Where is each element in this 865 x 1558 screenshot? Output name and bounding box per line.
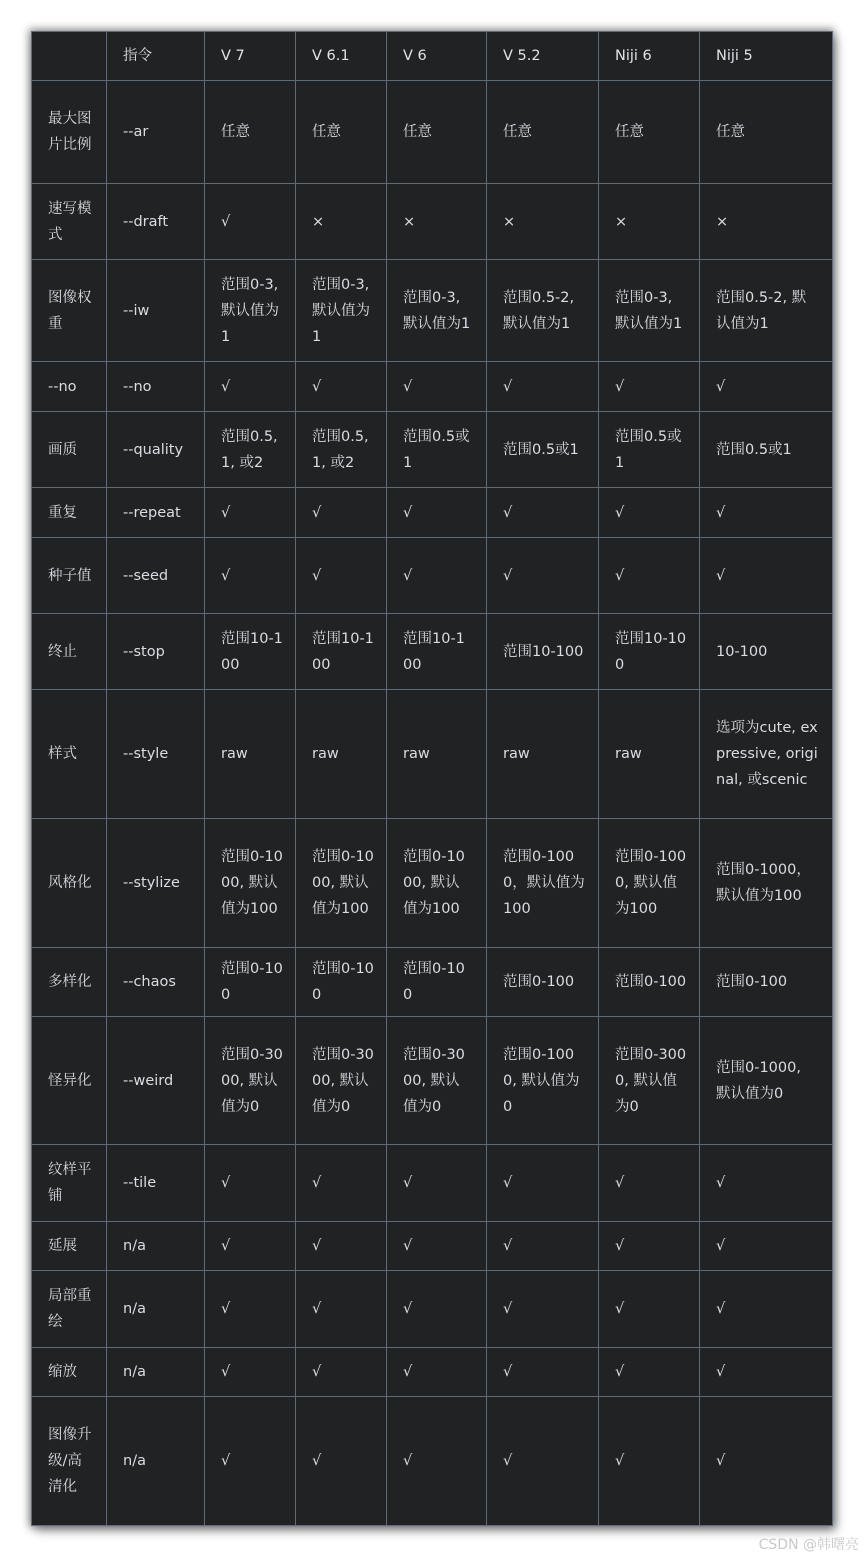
table-cell: 范围0-1000, 默认值为100	[387, 819, 487, 948]
column-header: V 7	[205, 32, 296, 81]
command-cell: --weird	[107, 1017, 205, 1145]
column-header: V 6	[387, 32, 487, 81]
table-cell: 范围0.5-2, 默认值为1	[700, 260, 833, 362]
table-row	[32, 81, 833, 184]
column-header: 指令	[107, 32, 205, 81]
table-cell: 范围0-3, 默认值为1	[296, 260, 387, 362]
table-cell: 范围0-1000, 默认值为0	[487, 1017, 599, 1145]
table-cell: 范围0-3000, 默认值为0	[387, 1017, 487, 1145]
table-row	[32, 488, 833, 538]
table-cell: √	[487, 1145, 599, 1222]
table-cell: ×	[387, 184, 487, 260]
command-cell: n/a	[107, 1222, 205, 1271]
table-cell: 范围0-1000, 默认值为100	[296, 819, 387, 948]
table-cell: 任意	[296, 81, 387, 184]
row-label-cell: 风格化	[32, 819, 107, 948]
table-cell: 范围0-100	[296, 948, 387, 1017]
column-header: V 5.2	[487, 32, 599, 81]
command-cell: --chaos	[107, 948, 205, 1017]
row-label-cell: 终止	[32, 614, 107, 690]
table-cell: 范围10-100	[599, 614, 700, 690]
table-cell: ×	[487, 184, 599, 260]
column-header: V 6.1	[296, 32, 387, 81]
table-cell: √	[599, 1397, 700, 1526]
table-cell: √	[205, 1397, 296, 1526]
command-cell: --style	[107, 690, 205, 819]
table-cell: 范围0-3000, 默认值为0	[205, 1017, 296, 1145]
column-header: Niji 5	[700, 32, 833, 81]
table-cell: √	[296, 1145, 387, 1222]
command-cell: --repeat	[107, 488, 205, 538]
row-label-cell: 速写模式	[32, 184, 107, 260]
table-cell: √	[599, 538, 700, 614]
row-label-cell: 种子值	[32, 538, 107, 614]
row-label-cell: --no	[32, 362, 107, 412]
table-row	[32, 1145, 833, 1222]
table-cell: 范围0-3000, 默认值为0	[599, 1017, 700, 1145]
table-cell: √	[700, 1397, 833, 1526]
table-cell: √	[487, 1397, 599, 1526]
table-row	[32, 1348, 833, 1397]
row-label-cell: 图像权重	[32, 260, 107, 362]
table-cell: √	[205, 184, 296, 260]
command-cell: --tile	[107, 1145, 205, 1222]
table-cell: 范围0.5或1	[487, 412, 599, 488]
table-cell: 范围0.5-2, 默认值为1	[487, 260, 599, 362]
table-cell: √	[205, 1145, 296, 1222]
command-cell: n/a	[107, 1271, 205, 1348]
table-row	[32, 1222, 833, 1271]
table-container	[31, 31, 832, 1525]
table-cell: 任意	[700, 81, 833, 184]
table-cell: 范围0-3, 默认值为1	[387, 260, 487, 362]
table-cell: √	[205, 1271, 296, 1348]
row-label-cell: 图像升级/高清化	[32, 1397, 107, 1526]
table-cell: 范围0.5, 1, 或2	[205, 412, 296, 488]
row-label-cell: 延展	[32, 1222, 107, 1271]
table-cell: 范围0-3, 默认值为1	[599, 260, 700, 362]
command-cell: --no	[107, 362, 205, 412]
table-cell: 范围0-1000，默认值为100	[487, 819, 599, 948]
table-cell: 10-100	[700, 614, 833, 690]
table-cell: ×	[296, 184, 387, 260]
row-label-cell: 最大图片比例	[32, 81, 107, 184]
table-cell: 范围0-3000, 默认值为0	[296, 1017, 387, 1145]
table-cell: √	[387, 1348, 487, 1397]
table-row	[32, 260, 833, 362]
table-cell: 范围0-1000，默认值为100	[700, 819, 833, 948]
watermark: CSDN @韩曙亮	[758, 1537, 859, 1553]
table-cell: √	[599, 488, 700, 538]
table-cell: √	[387, 1145, 487, 1222]
row-label-cell: 多样化	[32, 948, 107, 1017]
table-cell: √	[700, 1348, 833, 1397]
table-cell: √	[599, 362, 700, 412]
table-row	[32, 690, 833, 819]
table-cell: √	[487, 1348, 599, 1397]
row-label-cell: 纹样平铺	[32, 1145, 107, 1222]
table-cell: √	[700, 1222, 833, 1271]
row-label-cell: 画质	[32, 412, 107, 488]
table-cell: 范围10-100	[387, 614, 487, 690]
command-cell: n/a	[107, 1348, 205, 1397]
table-cell: 任意	[387, 81, 487, 184]
table-cell: √	[599, 1145, 700, 1222]
table-cell: raw	[487, 690, 599, 819]
row-label-cell: 样式	[32, 690, 107, 819]
table-cell: √	[487, 362, 599, 412]
table-cell: √	[700, 1145, 833, 1222]
table-cell: √	[296, 1397, 387, 1526]
table-cell: √	[296, 1271, 387, 1348]
table-cell: 选项为cute, expressive, original, 或scenic	[700, 690, 833, 819]
table-cell: √	[487, 488, 599, 538]
table-cell: 范围0-1000, 默认值为0	[700, 1017, 833, 1145]
table-cell: 范围0.5或1	[599, 412, 700, 488]
table-cell: 范围10-100	[205, 614, 296, 690]
table-cell: √	[387, 362, 487, 412]
table-cell: √	[205, 362, 296, 412]
table-cell: 范围0-1000, 默认值为100	[205, 819, 296, 948]
table-cell: √	[296, 1348, 387, 1397]
table-cell: √	[387, 1271, 487, 1348]
table-cell: 范围0-100	[599, 948, 700, 1017]
row-label-cell: 怪异化	[32, 1017, 107, 1145]
table-cell: √	[205, 488, 296, 538]
table-cell: raw	[296, 690, 387, 819]
table-row	[32, 1397, 833, 1526]
table-cell: 范围10-100	[487, 614, 599, 690]
command-cell: --ar	[107, 81, 205, 184]
table-row	[32, 819, 833, 948]
command-cell: --iw	[107, 260, 205, 362]
table-cell: √	[599, 1222, 700, 1271]
table-cell: √	[487, 538, 599, 614]
table-cell: ×	[599, 184, 700, 260]
table-cell: 范围0.5, 1, 或2	[296, 412, 387, 488]
table-cell: 范围0-100	[387, 948, 487, 1017]
command-cell: --quality	[107, 412, 205, 488]
table-cell: √	[296, 538, 387, 614]
table-row	[32, 1017, 833, 1145]
command-cell: --seed	[107, 538, 205, 614]
table-header-row	[32, 32, 833, 81]
table-cell: 范围0.5或1	[387, 412, 487, 488]
table-row	[32, 948, 833, 1017]
table-cell: raw	[599, 690, 700, 819]
table-cell: √	[205, 538, 296, 614]
row-label-cell: 缩放	[32, 1348, 107, 1397]
table-cell: √	[387, 1397, 487, 1526]
table-cell: 任意	[205, 81, 296, 184]
table-cell: √	[387, 488, 487, 538]
table-row	[32, 184, 833, 260]
row-label-cell: 局部重绘	[32, 1271, 107, 1348]
table-cell: ×	[700, 184, 833, 260]
table-cell: √	[599, 1348, 700, 1397]
table-cell: √	[296, 362, 387, 412]
table-cell: √	[700, 538, 833, 614]
table-cell: 范围0-100	[487, 948, 599, 1017]
table-cell: 范围0-100	[700, 948, 833, 1017]
command-cell: --stop	[107, 614, 205, 690]
table-cell: √	[387, 538, 487, 614]
table-cell: 任意	[487, 81, 599, 184]
table-cell: √	[387, 1222, 487, 1271]
table-row	[32, 614, 833, 690]
table-cell: 范围10-100	[296, 614, 387, 690]
table-cell: √	[296, 1222, 387, 1271]
table-cell: √	[205, 1348, 296, 1397]
table-cell: 范围0-100	[205, 948, 296, 1017]
table-cell: 任意	[599, 81, 700, 184]
table-cell: √	[700, 488, 833, 538]
table-row	[32, 412, 833, 488]
command-cell: --stylize	[107, 819, 205, 948]
column-header	[32, 32, 107, 81]
table-cell: √	[700, 1271, 833, 1348]
table-row	[32, 538, 833, 614]
column-header: Niji 6	[599, 32, 700, 81]
table-cell: 范围0-3, 默认值为1	[205, 260, 296, 362]
table-cell: 范围0-1000, 默认值为100	[599, 819, 700, 948]
table-cell: √	[487, 1271, 599, 1348]
row-label-cell: 重复	[32, 488, 107, 538]
command-cell: n/a	[107, 1397, 205, 1526]
table-cell: raw	[205, 690, 296, 819]
table-cell: √	[599, 1271, 700, 1348]
table-cell: √	[205, 1222, 296, 1271]
table-cell: √	[700, 362, 833, 412]
table-row	[32, 362, 833, 412]
table-row	[32, 1271, 833, 1348]
command-cell: --draft	[107, 184, 205, 260]
parameter-compatibility-table	[31, 31, 833, 1526]
table-cell: √	[296, 488, 387, 538]
table-cell: √	[487, 1222, 599, 1271]
table-cell: raw	[387, 690, 487, 819]
table-cell: 范围0.5或1	[700, 412, 833, 488]
